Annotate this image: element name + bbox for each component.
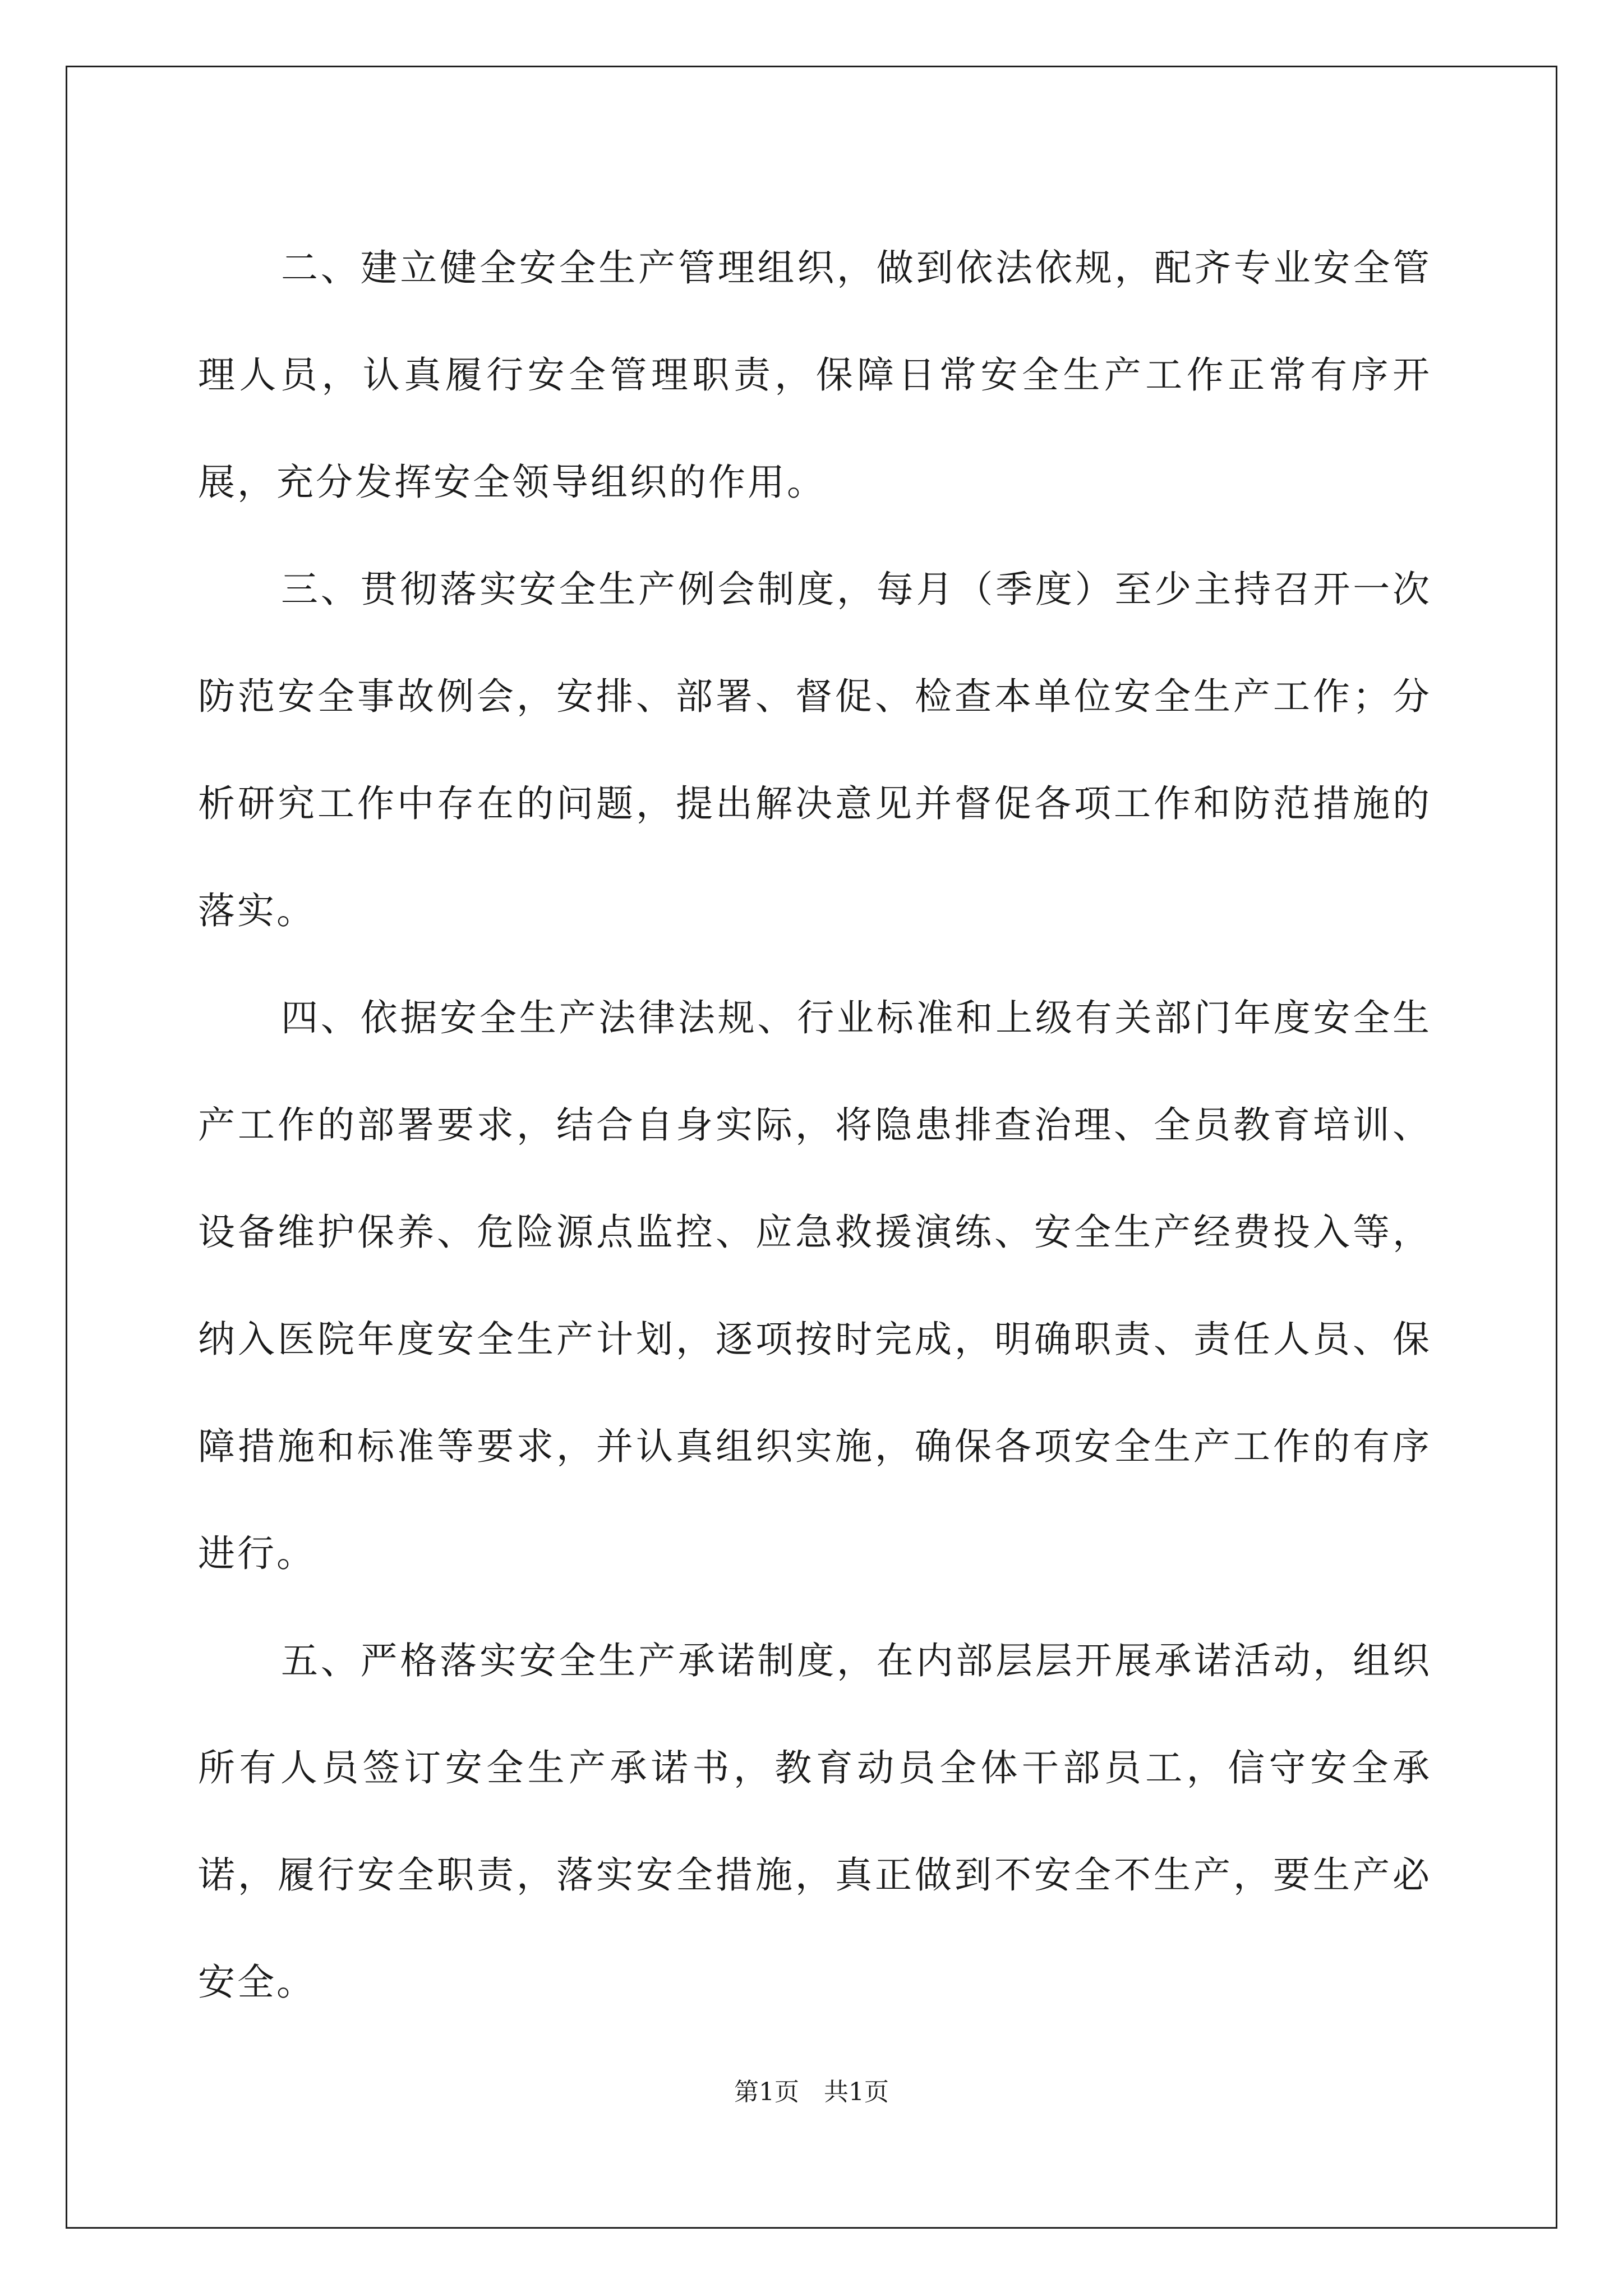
paragraph-5: 五、严格落实安全生产承诺制度，在内部层层开展承诺活动，组织所有人员签订安全生产承诺书，教育动员全体干部员工，信守安全承诺，履行安全职责，落实安全措施，真正做到不安全不生产，要生产必安全。 (198, 1639, 1432, 2004)
page-number-footer: 第1页 共1页 (734, 2078, 889, 2106)
paragraph-2: 二、建立健全安全生产管理组织，做到依法依规，配齐专业安全管理人员，认真履行安全管理职责，保障日常安全生产工作正常有序开展，充分发挥安全领导组织的作用。 (198, 246, 1432, 504)
document-body (198, 214, 1432, 2036)
paragraph-4: 四、依据安全生产法律法规、行业标准和上级有关部门年度安全生产工作的部署要求，结合自身实际，将隐患排查治理、全员教育培训、设备维护保养、危险源点监控、应急救援演练、安全生产经费投入等，纳入医院年度安全生产计划，逐项按时完成，明确职责、责任人员、保障措施和标准等要求，并认真组织实施，确保各项安全生产工作的有序进行。 (198, 996, 1432, 1575)
paragraph-3: 三、贯彻落实安全生产例会制度，每月（季度）至少主持召开一次防范安全事故例会，安排、部署、督促、检查本单位安全生产工作；分析研究工作中存在的问题，提出解决意见并督促各项工作和防范措施的落实。 (198, 568, 1432, 932)
